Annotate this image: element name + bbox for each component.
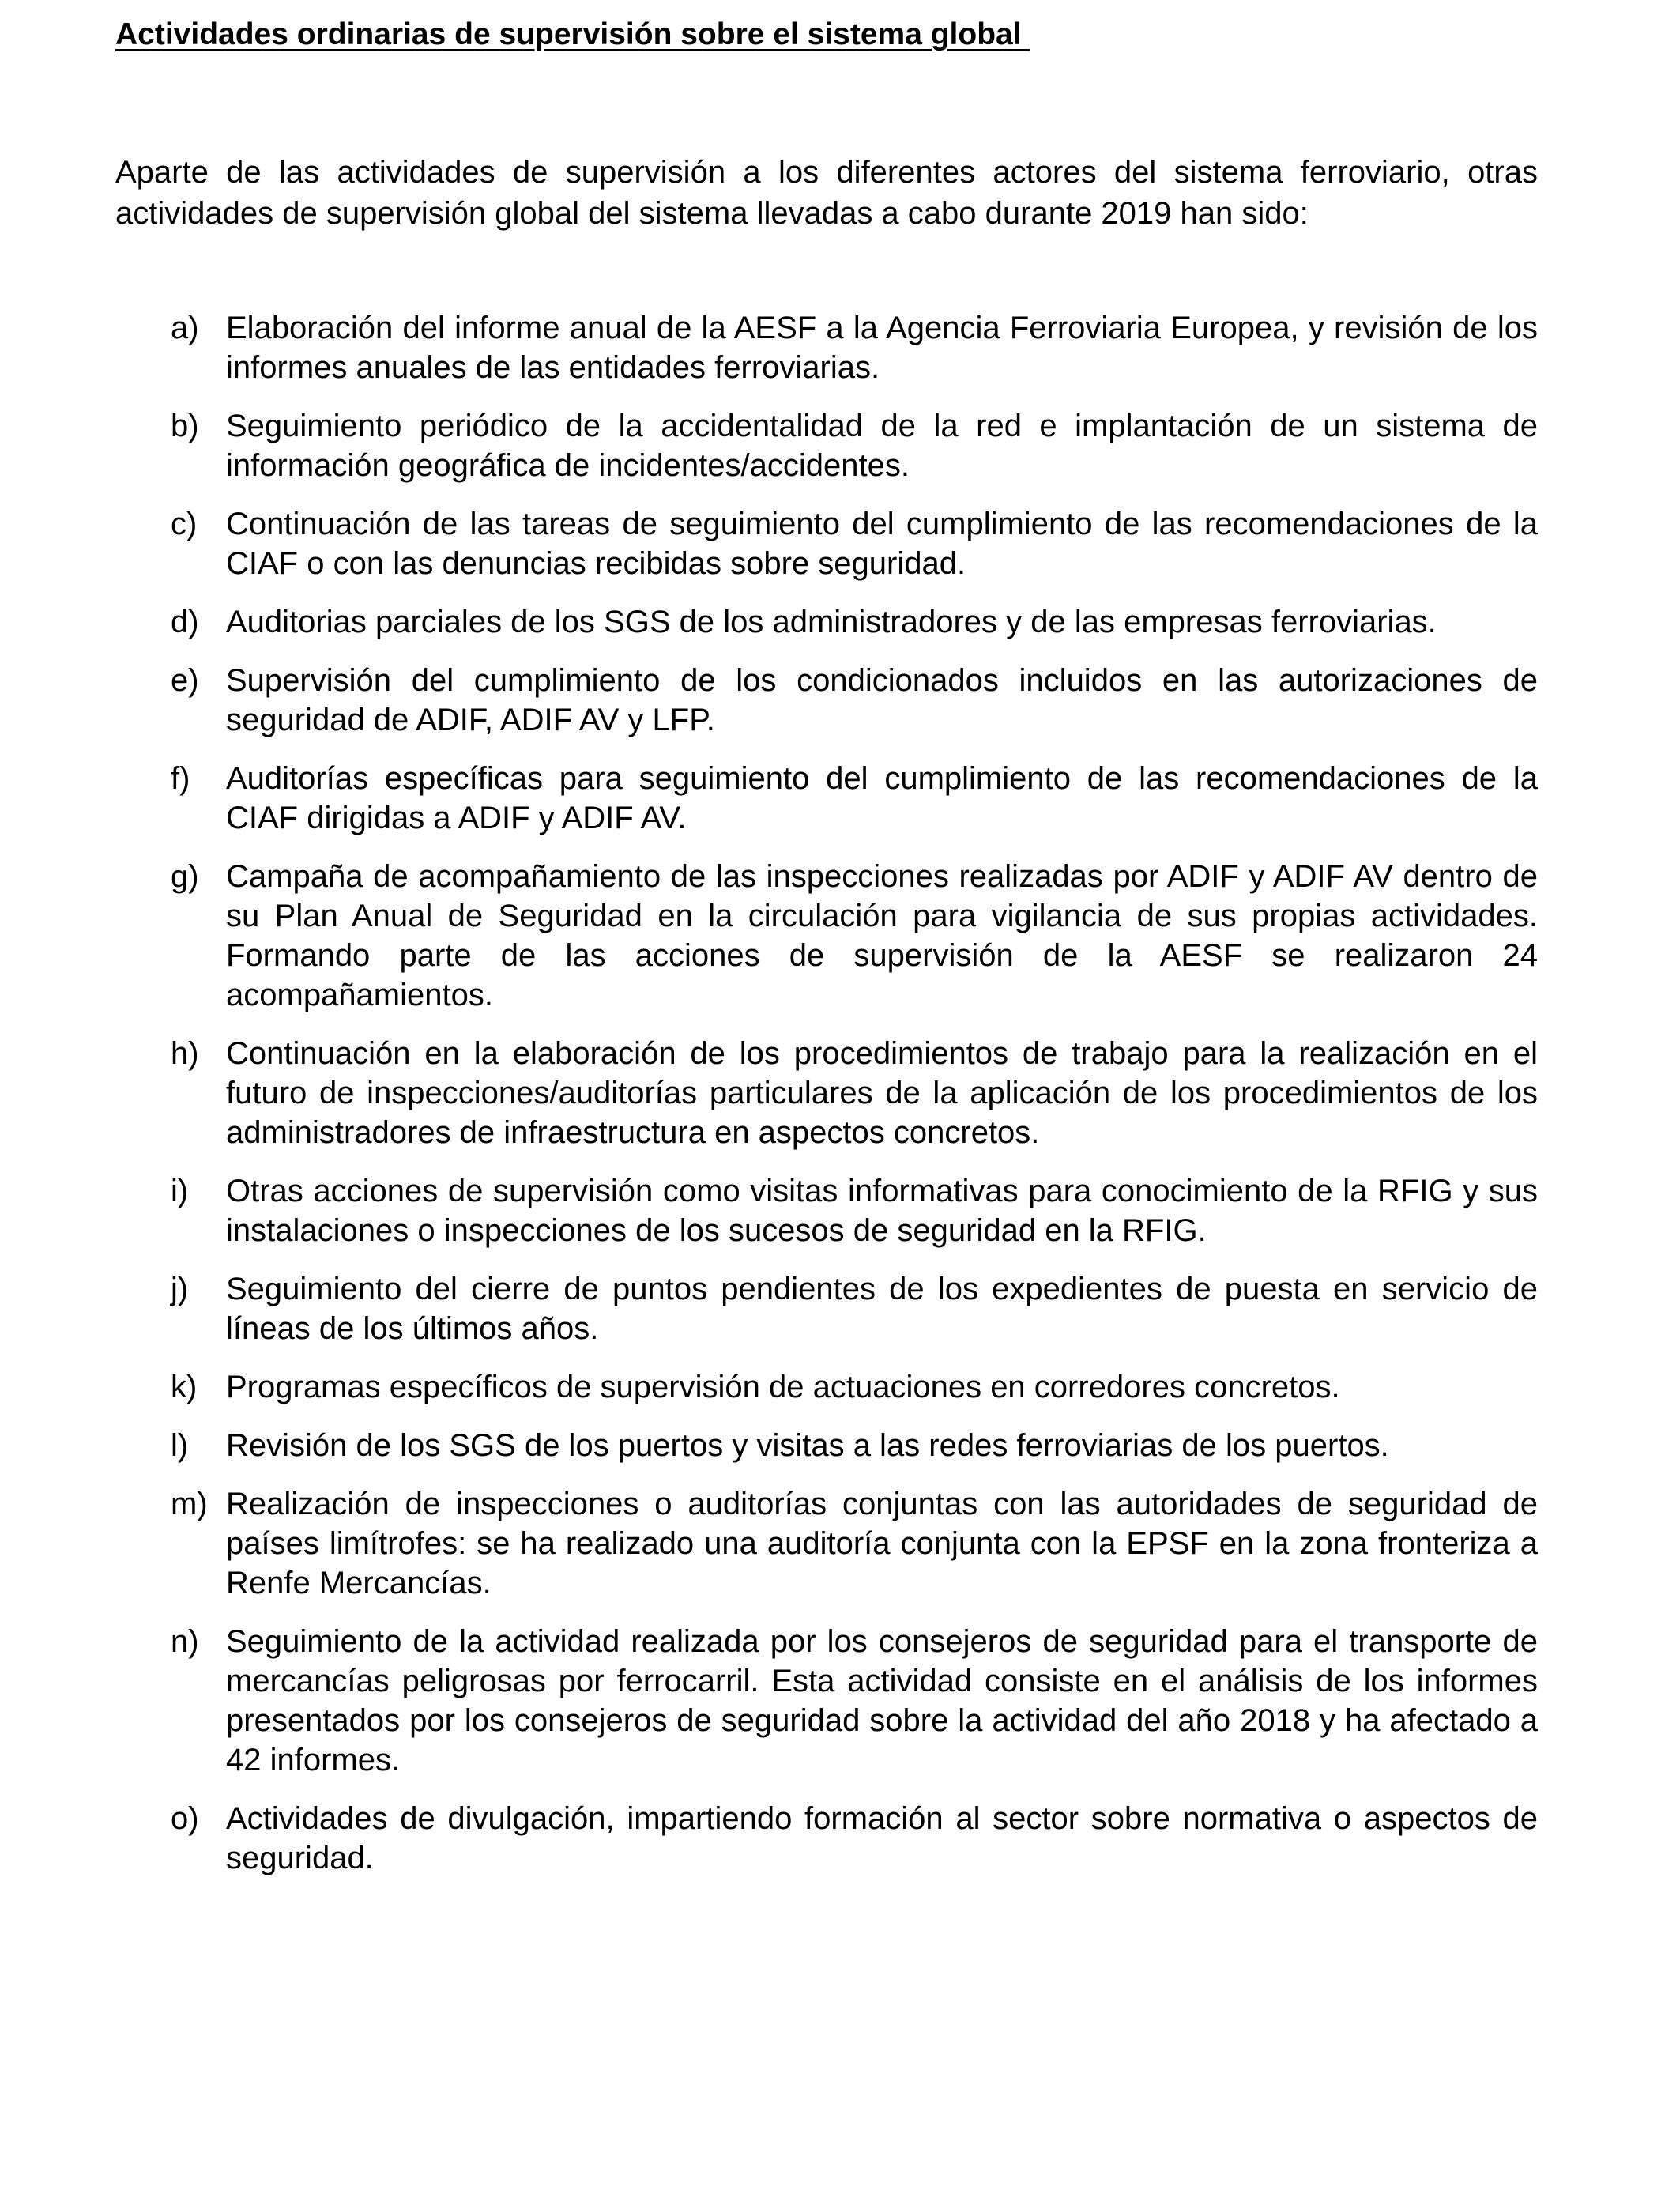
list-item-text: Campaña de acompañamiento de las inspecciones realizadas por ADIF y ADIF AV dentro de su Plan Anual de Seguridad en la circulación para vigilancia de sus propias actividades. Formando parte de las acciones de supervisión de la AESF se realizaron 24 acompañamientos. [226,859,1538,1012]
list-item [115,857,1538,1015]
list-marker: e) [171,663,199,698]
list-item-text: Continuación en la elaboración de los procedimientos de trabajo para la realización en el futuro de inspecciones/auditorías particulares de la aplicación de los procedimientos de los administradores de infraestructura en aspectos concretos. [226,1036,1538,1150]
list-item-text: Supervisión del cumplimiento de los condicionados incluidos en las autorizaciones de seguridad de ADIF, ADIF AV y LFP. [226,663,1538,737]
intro-paragraph: Aparte de las actividades de supervisión a los diferentes actores del sistema ferroviario, otras actividades de supervisión global del sistema llevadas a cabo durante 2019 han sido: [115,155,1538,231]
list-marker: g) [171,859,199,894]
list-item-text: Revisión de los SGS de los puertos y visitas a las redes ferroviarias de los puertos. [226,1428,1389,1463]
list-item [115,1799,1538,1878]
list-marker: j) [171,1272,189,1306]
list-item [115,308,1538,387]
list-marker: l) [171,1428,189,1463]
list-item-text: Otras acciones de supervisión como visitas informativas para conocimiento de la RFIG y sus instalaciones o inspecciones de los sucesos de seguridad en la RFIG. [226,1174,1538,1248]
list-item [115,661,1538,740]
list-item-text: Elaboración del informe anual de la AESF a la Agencia Ferroviaria Europea, y revisión de los informes anuales de las entidades ferroviarias. [226,311,1538,385]
list-marker: b) [171,409,199,443]
list-marker: h) [171,1036,199,1071]
list-item [115,1269,1538,1348]
list-item-text: Continuación de las tareas de seguimiento del cumplimiento de las recomendaciones de la CIAF o con las denuncias recibidas sobre seguridad. [226,507,1538,581]
list-item-text: Actividades de divulgación, impartiendo formación al sector sobre normativa o aspectos de seguridad. [226,1801,1538,1875]
list-item [115,1622,1538,1780]
list-marker: k) [171,1370,198,1404]
list-item-text: Seguimiento de la actividad realizada por los consejeros de seguridad para el transporte de mercancías peligrosas por ferrocarril. Esta actividad consiste en el análisis de los informes presentados por los consejeros de seguridad sobre la actividad del año 2018 y ha afectado a 42 informes. [226,1624,1538,1777]
list-item [115,1034,1538,1152]
list-marker: a) [171,311,199,345]
list-marker: c) [171,507,198,541]
list-marker: m) [171,1487,208,1521]
list-item [115,406,1538,485]
list-item-text: Programas específicos de supervisión de actuaciones en corredores concretos. [226,1370,1340,1404]
list-item-text: Seguimiento del cierre de puntos pendientes de los expedientes de puesta en servicio de líneas de los últimos años. [226,1272,1538,1346]
list-marker: f) [171,761,190,796]
list-item [115,602,1538,642]
list-item-text: Auditorías específicas para seguimiento del cumplimiento de las recomendaciones de la CIAF dirigidas a ADIF y ADIF AV. [226,761,1538,835]
list-item [115,1171,1538,1250]
list-item [115,1367,1538,1407]
section-heading: Actividades ordinarias de supervisión sobre el sistema global [115,17,1030,51]
list-marker: o) [171,1801,199,1836]
list-item-text: Seguimiento periódico de la accidentalidad de la red e implantación de un sistema de información geográfica de incidentes/accidentes. [226,409,1538,483]
list-marker: i) [171,1174,189,1208]
activities-list [115,308,1538,1897]
list-item-text: Realización de inspecciones o auditorías conjuntas con las autoridades de seguridad de países limítrofes: se ha realizado una auditoría conjunta con la EPSF en la zona fronteriza a Renfe Mercancías. [226,1487,1538,1600]
list-item-text: Auditorias parciales de los SGS de los administradores y de las empresas ferroviarias. [226,605,1437,639]
list-item [115,1426,1538,1465]
list-item [115,504,1538,583]
list-marker: n) [171,1624,199,1659]
list-item [115,1484,1538,1603]
list-item [115,759,1538,838]
list-marker: d) [171,605,199,639]
